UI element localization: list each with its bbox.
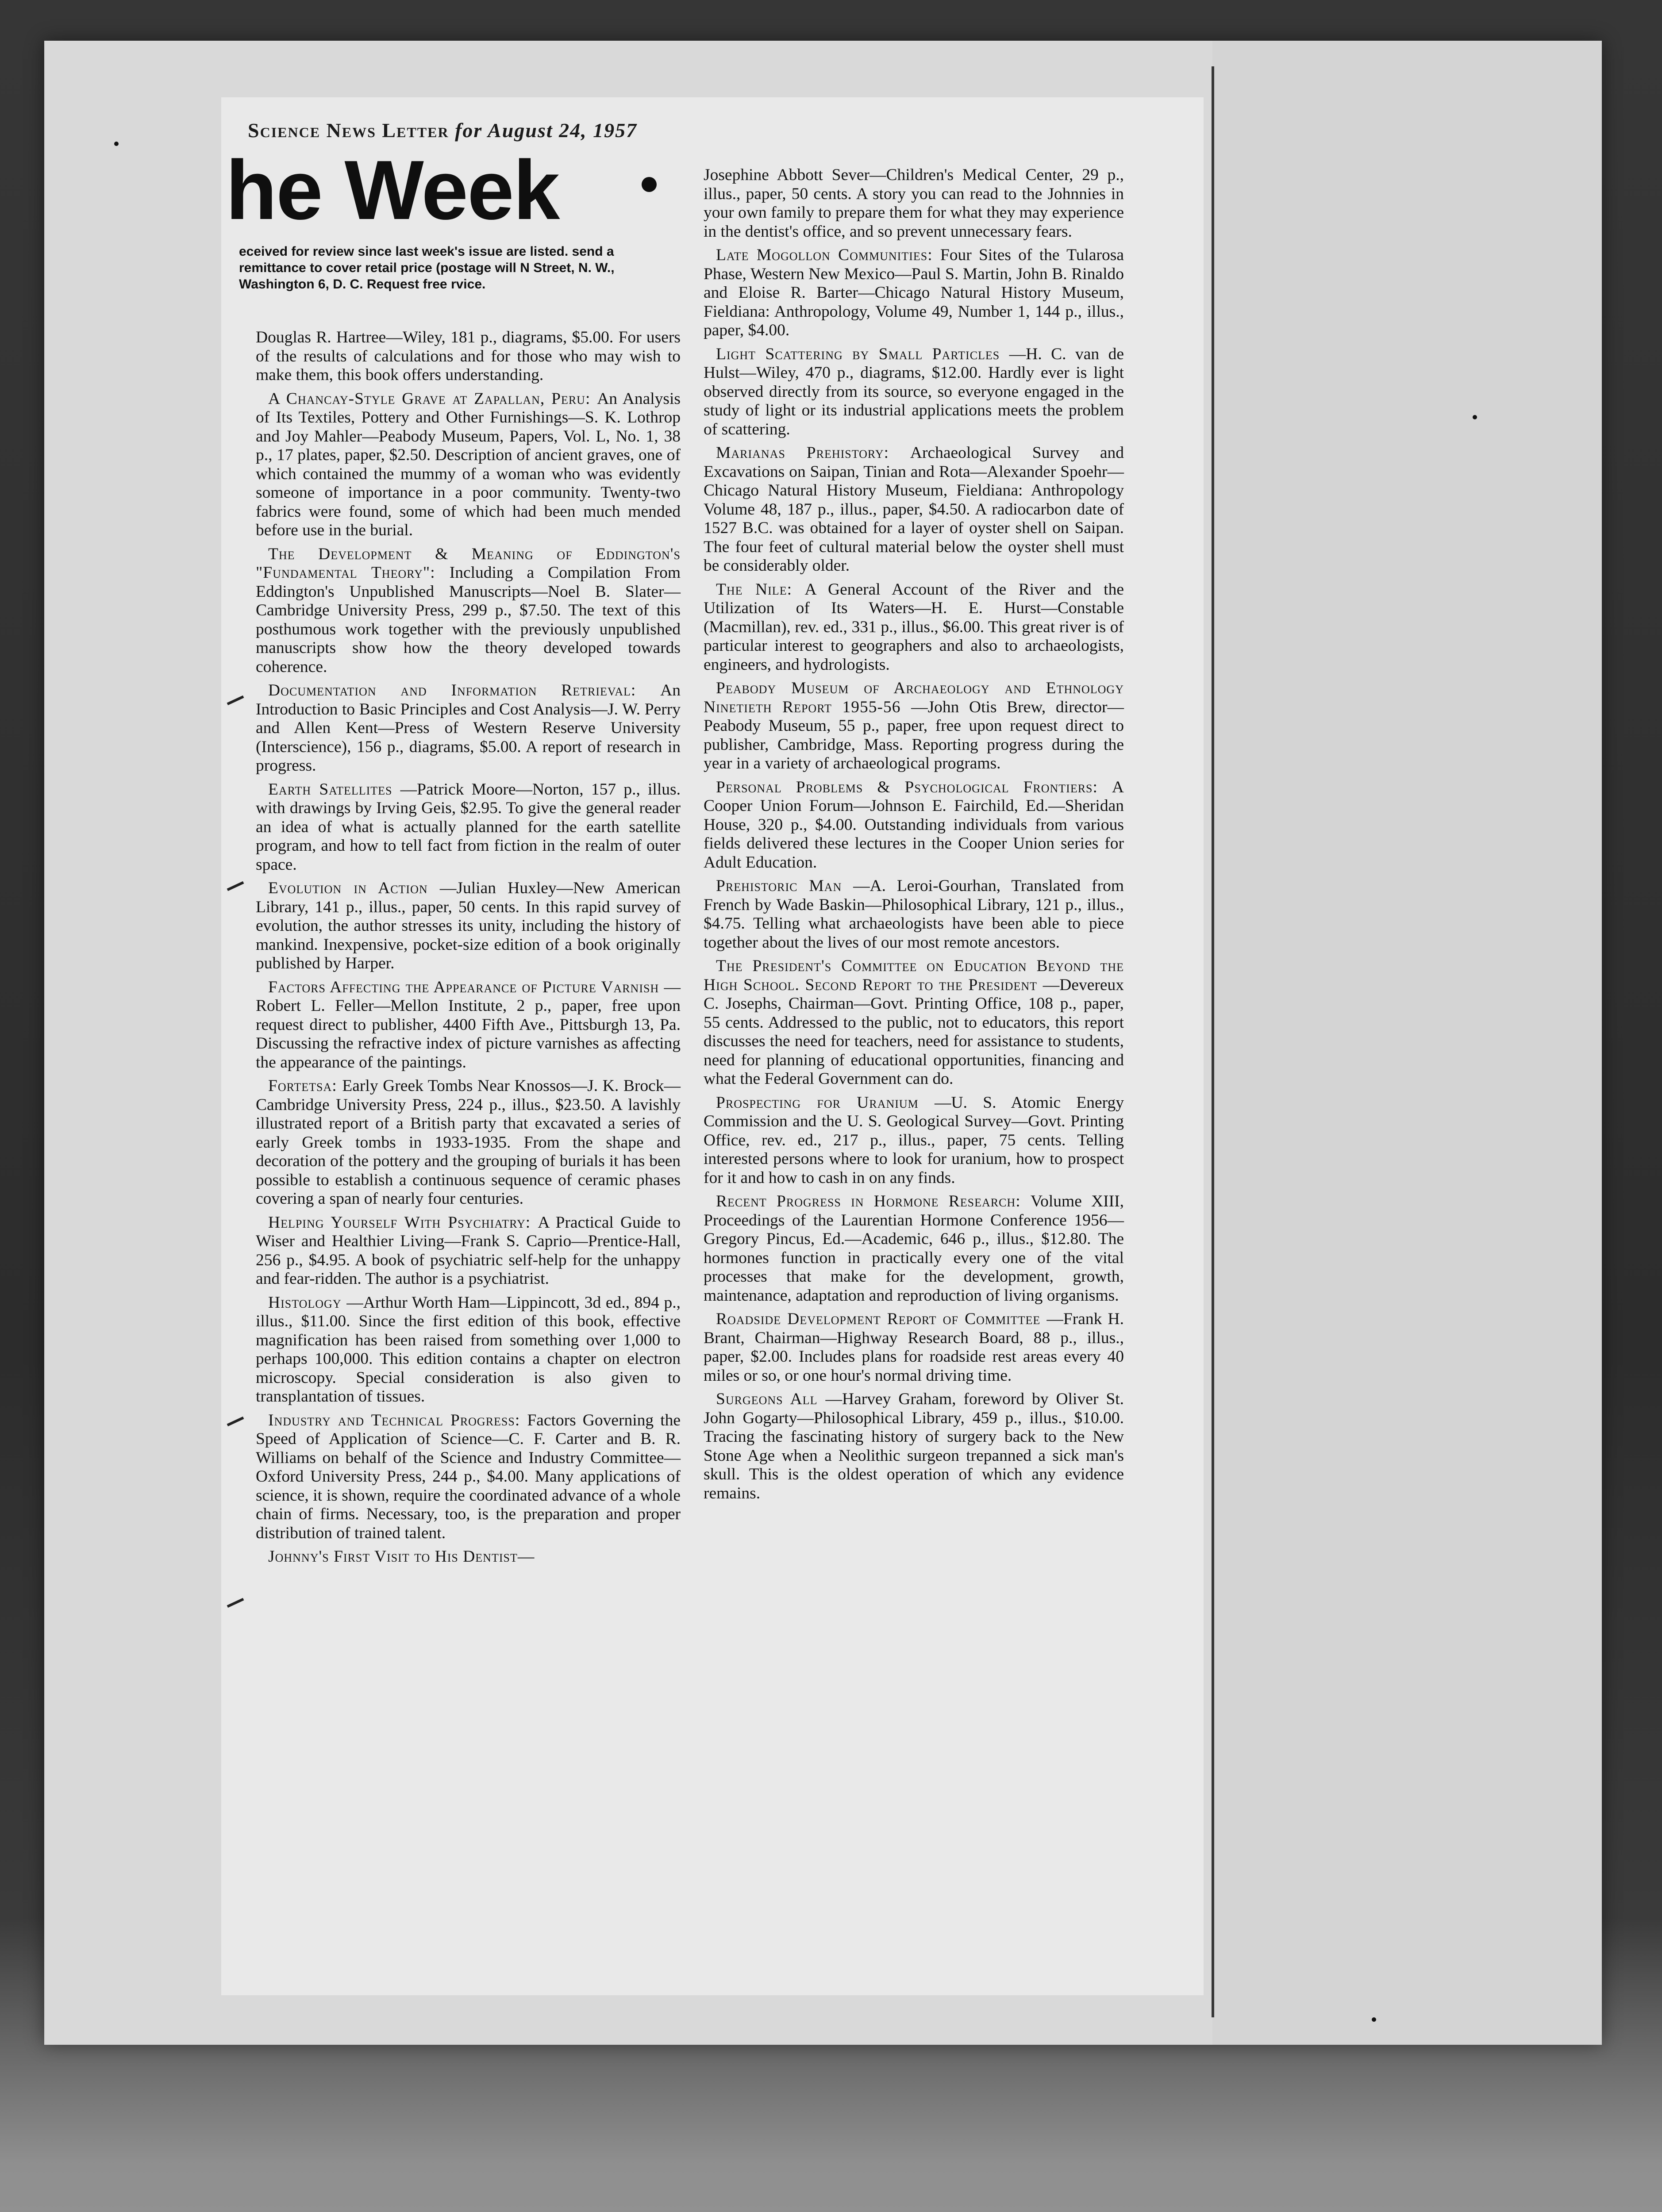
running-header xyxy=(248,119,637,142)
book-listing xyxy=(704,444,1124,576)
book-listing xyxy=(704,1390,1124,1503)
book-description: —A. Leroi-Gourhan, Translated from French by Wade Baskin—Philosophical Library, 121 p., illus., $4.75. Telling what archaeologists have been able to piece together about the lives of our most remote ancestors. xyxy=(704,877,1124,952)
book-description: —Julian Huxley—New American Library, 141 p., illus., paper, 50 cents. In this rapid survey of evolution, the author stresses its unity, including the history of mankind. Inexpensive, pocket-size edition of a book originally published by Harper. xyxy=(256,879,681,972)
book-title: Marianas Prehistory: xyxy=(716,444,910,462)
book-listing xyxy=(704,877,1124,952)
book-title: Industry and Technical Progress: xyxy=(268,1411,527,1429)
book-description: Volume XIII, Proceedings of the Laurentian Hormone Conference 1956—Gregory Pincus, Ed.—Academic, 646 p., illus., $12.80. The hormones function in practically every one of the vital processes that make for the development, growth, maintenance, adaptation and reproduction of living organisms. xyxy=(704,1192,1124,1305)
book-title: Personal Problems & Psychological Frontiers: xyxy=(716,778,1112,796)
dust-speck xyxy=(1473,415,1477,419)
dust-speck xyxy=(1372,2017,1376,2022)
book-description: —Frank H. Brant, Chairman—Highway Research Board, 88 p., illus., paper, $2.00. Includes plans for roadside rest areas every 40 miles or so, or one hour's normal driving time. xyxy=(704,1310,1124,1385)
book-description: —Harvey Graham, foreword by Oliver St. John Gogarty—Philosophical Library, 459 p., illus., $10.00. Tracing the fascinating history of surgery back to the New Stone Age when a Neolithic surgeon trepanned a sick man's skull. This is the oldest operation of which any evidence remains. xyxy=(704,1390,1124,1502)
book-listing xyxy=(704,166,1124,241)
right-column xyxy=(704,166,1124,1508)
book-listing xyxy=(704,345,1124,439)
book-listing xyxy=(256,390,681,540)
page-title: he Week xyxy=(226,143,559,237)
book-title: Prospecting for Uranium xyxy=(716,1093,935,1112)
book-description: —Devereux C. Josephs, Chairman—Govt. Printing Office, 108 p., paper, 55 cents. Addressed to the public, not to educators, this report discusses the need for teachers, need for assistance to students, need for planning of educational opportunities, financing and what the Federal Government can do. xyxy=(704,975,1124,1088)
book-listing xyxy=(704,1094,1124,1188)
book-description: Douglas R. Hartree—Wiley, 181 p., diagrams, $5.00. For users of the results of calculations and for those who may wish to make them, this book offers understanding. xyxy=(256,328,681,384)
book-title: Earth Satellites xyxy=(268,780,400,799)
book-title: The President's Committee on Education Beyond the High School. Second Report to the President xyxy=(704,957,1124,994)
book-description: —U. S. Atomic Energy Commission and the U. S. Geological Survey—Govt. Printing Office, rev. ed., 217 p., illus., paper, 75 cents. Telling interested persons where to look for uranium, how to prospect for it and how to cash in on any finds. xyxy=(704,1093,1124,1187)
publication-name: Science News Letter xyxy=(248,119,449,142)
book-title: Peabody Museum of Archaeology and Ethnology Ninetieth Report 1955-56 xyxy=(704,679,1124,716)
book-listing xyxy=(256,1077,681,1209)
book-listing xyxy=(256,681,681,776)
book-title: The Nile: xyxy=(716,580,805,599)
book-listing xyxy=(256,1411,681,1543)
book-title: Recent Progress in Hormone Research: xyxy=(716,1192,1031,1210)
dust-speck xyxy=(114,142,119,146)
book-description: Including a Compilation From Eddington's Unpublished Manuscripts—Noel B. Slater—Cambridge University Press, 299 p., $7.50. The text of this posthumous work together with the previously unpublished manuscripts show how the theory developed towards coherence. xyxy=(256,564,681,676)
issue-date: for August 24, 1957 xyxy=(455,119,638,142)
book-description: —H. C. van de Hulst—Wiley, 470 p., diagrams, $12.00. Hardly ever is light observed directly from its source, so everyone engaged in the study of light or its industrial applications meets the problem of scattering. xyxy=(704,345,1124,438)
book-listing xyxy=(256,1214,681,1289)
book-title: Documentation and Information Retrieval: xyxy=(268,681,661,699)
book-title: Factors Affecting the Appearance of Picture Varnish xyxy=(268,978,664,996)
book-title: Prehistoric Man xyxy=(716,877,854,895)
book-description: Early Greek Tombs Near Knossos—J. K. Brock—Cambridge University Press, 224 p., illus., $23.50. A lavishly illustrated report of a British party that excavated a series of early Greek tombs in 1933-1935. From the shape and decoration of the pottery and the grouping of burials it has been possible to establish a continuous sequence of ceramic phases covering a span of nearly four centuries. xyxy=(256,1077,681,1208)
book-title: Helping Yourself With Psychiatry: xyxy=(268,1213,538,1232)
book-description: —John Otis Brew, director—Peabody Museum, 55 p., paper, free upon request direct to publisher, Cambridge, Mass. Reporting progress during the year in a variety of archaeological programs. xyxy=(704,698,1124,772)
book-description: —Robert L. Feller—Mellon Institute, 2 p., paper, free upon request direct to publisher, 4400 Fifth Ave., Pittsburgh 13, Pa. Discussing the refractive index of picture varnishes as affecting the appearance of the paintings. xyxy=(256,978,681,1071)
book-listing xyxy=(256,879,681,973)
book-listing xyxy=(704,957,1124,1089)
book-listing xyxy=(256,1294,681,1406)
title-bullet-icon xyxy=(642,177,657,192)
book-title: Evolution in Action xyxy=(268,879,440,897)
book-description: A Practical Guide to Wiser and Healthier Living—Frank S. Caprio—Prentice-Hall, 256 p., $4.95. A book of psychiatric self-help for the unhappy and fear-ridden. The author is a psychiatrist. xyxy=(256,1213,681,1288)
book-listing xyxy=(704,1310,1124,1385)
book-description: Factors Governing the Speed of Application of Science—C. F. Carter and B. R. Williams on behalf of the Science and Industry Committee—Oxford University Press, 244 p., $4.00. Many applications of science, it is shown, require the coordinated advance of a whole chain of firms. Necessary, too, is the preparation and proper distribution of trained talent. xyxy=(256,1411,681,1542)
review-notice: eceived for review since last week's issue are listed. send a remittance to cover retail price (postage will N Street, N. W., Washington 6, D. C. Request free rvice. xyxy=(239,244,615,292)
book-title: The Development & Meaning of Eddington's "Fundamental Theory": xyxy=(256,545,681,582)
book-description: A Cooper Union Forum—Johnson E. Fairchild, Ed.—Sheridan House, 320 p., $4.00. Outstanding individuals from various fields delivered these lectures in the Cooper Union series for Adult Education. xyxy=(704,778,1124,872)
book-description: Josephine Abbott Sever—Children's Medical Center, 29 p., illus., paper, 50 cents. A story you can read to the Johnnies in your own family to prepare them for what they may experience in the dentist's office, and so prevent unnecessary fears. xyxy=(704,166,1124,241)
book-description: Four Sites of the Tularosa Phase, Western New Mexico—Paul S. Martin, John B. Rinaldo and Eloise R. Barter—Chicago Natural History Museum, Fieldiana: Anthropology, Volume 49, Number 1, 144 p., illus., paper, $4.00. xyxy=(704,246,1124,339)
margin-mark xyxy=(227,881,244,891)
book-title: Johnny's First Visit to His Dentist— xyxy=(268,1548,535,1566)
book-description: Archaeological Survey and Excavations on Saipan, Tinian and Rota—Alexander Spoehr—Chicago Natural History Museum, Fieldiana: Anthropology Volume 48, 187 p., illus., paper, $4.50. A radiocarbon date of 1527 B.C. was obtained for a layer of oyster shell on Saipan. The four feet of cultural material below the oyster shell must be considerably older. xyxy=(704,444,1124,575)
margin-mark xyxy=(227,695,244,705)
book-title: Surgeons All xyxy=(716,1390,826,1408)
book-description: An Introduction to Basic Principles and Cost Analysis—J. W. Perry and Allen Kent—Press of Western Reserve University (Interscience), 156 p., diagrams, $5.00. A report of research in progress. xyxy=(256,681,681,775)
book-description: —Patrick Moore—Norton, 157 p., illus. with drawings by Irving Geis, $2.95. To give the general reader an idea of what is actually planned for the earth satellite program, and how to tell fact from fiction in the realm of outer space. xyxy=(256,780,681,874)
book-description: An Analysis of Its Textiles, Pottery and Other Furnishings—S. K. Lothrop and Joy Mahler—Peabody Museum, Papers, Vol. L, No. 1, 38 p., 17 plates, paper, $2.50. Description of ancient graves, one of which contained the mummy of a woman who was evidently someone of importance in a poor community. Twenty-two fabrics were found, some of which had been much mended before use in the burial. xyxy=(256,389,681,539)
book-listing xyxy=(704,679,1124,773)
left-column xyxy=(256,328,681,1571)
book-listing xyxy=(704,1192,1124,1305)
book-listing xyxy=(256,545,681,677)
blank-facing-area xyxy=(1212,41,1602,2045)
margin-mark xyxy=(227,1598,244,1608)
book-listing xyxy=(704,778,1124,872)
book-description: A General Account of the River and the Utilization of Its Waters—H. E. Hurst—Constable (Macmillan), rev. ed., 331 p., illus., $6.00. This great river is of particular interest to geographers and also to archaeologists, engineers, and hydrologists. xyxy=(704,580,1124,674)
newspaper-page xyxy=(221,97,1204,1995)
book-listing xyxy=(256,780,681,875)
book-listing xyxy=(256,978,681,1072)
book-description: —Arthur Worth Ham—Lippincott, 3d ed., 894 p., illus., $11.00. Since the first edition of this book, effective magnification has been raised from something over 1,000 to perhaps 100,000. This edition contains a chapter on electron microscopy. Special consideration is also given to transplantation of tissues. xyxy=(256,1293,681,1406)
book-title: Light Scattering by Small Particles xyxy=(716,345,1009,363)
book-title: Histology xyxy=(268,1293,347,1312)
book-listing xyxy=(256,1548,681,1567)
book-listing xyxy=(256,328,681,385)
book-title: Roadside Development Report of Committee xyxy=(716,1310,1047,1328)
book-listing xyxy=(704,580,1124,675)
page-fold-line xyxy=(1212,66,1214,2017)
book-listing xyxy=(704,246,1124,340)
book-title: Late Mogollon Communities: xyxy=(716,246,940,264)
margin-mark xyxy=(227,1417,244,1426)
book-title: Fortetsa: xyxy=(268,1077,342,1095)
book-title: A Chancay-Style Grave at Zapallan, Peru: xyxy=(268,389,597,408)
